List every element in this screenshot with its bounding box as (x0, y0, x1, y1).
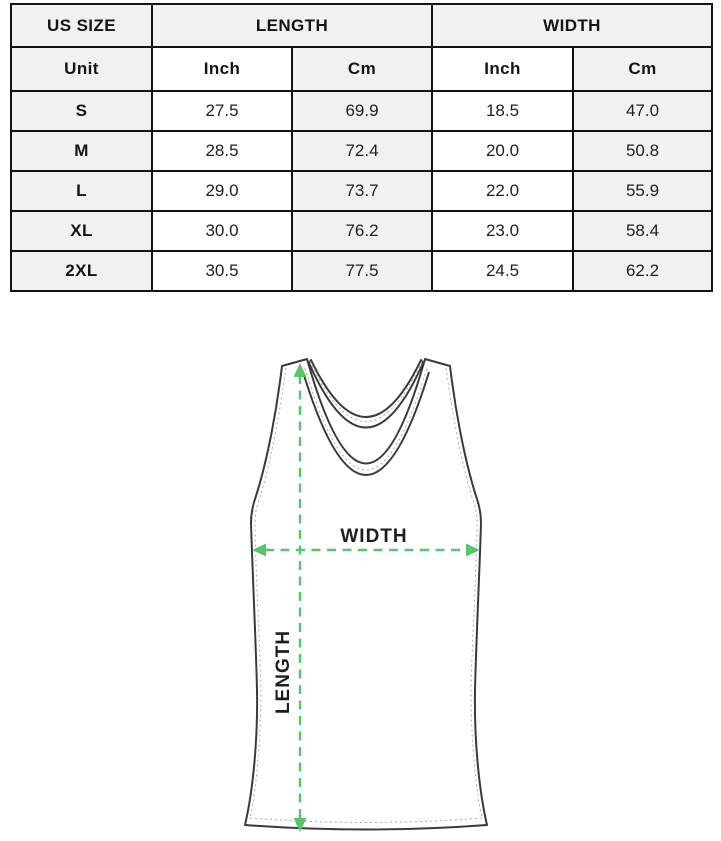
header-width: WIDTH (432, 4, 712, 47)
width-inch-value: 22.0 (432, 171, 573, 211)
length-cm-value: 72.4 (292, 131, 432, 171)
length-inch-value: 30.0 (152, 211, 292, 251)
length-inch-value: 27.5 (152, 91, 292, 131)
width-cm-value: 50.8 (573, 131, 712, 171)
width-dimension-label: WIDTH (340, 526, 408, 547)
header-length: LENGTH (152, 4, 432, 47)
width-inch-value: 18.5 (432, 91, 573, 131)
tank-body-outline (245, 359, 487, 830)
table-unit-row (11, 47, 712, 91)
unit-width-cm: Cm (573, 47, 712, 91)
unit-label: Unit (11, 47, 152, 91)
header-us-size: US SIZE (11, 4, 152, 47)
size-chart-table (10, 3, 713, 292)
width-inch-value: 24.5 (432, 251, 573, 291)
table-row-xl (11, 211, 712, 251)
length-cm-value: 69.9 (292, 91, 432, 131)
table-header-row (11, 4, 712, 47)
length-dimension-label: LENGTH (273, 629, 294, 715)
unit-length-cm: Cm (292, 47, 432, 91)
unit-width-inch: Inch (432, 47, 573, 91)
table-row-2xl (11, 251, 712, 291)
width-cm-value: 62.2 (573, 251, 712, 291)
length-cm-value: 76.2 (292, 211, 432, 251)
width-cm-value: 55.9 (573, 171, 712, 211)
length-inch-value: 28.5 (152, 131, 292, 171)
tank-top-diagram (0, 335, 721, 841)
size-label: L (11, 171, 152, 211)
length-cm-value: 73.7 (292, 171, 432, 211)
table-row-m (11, 131, 712, 171)
width-inch-value: 23.0 (432, 211, 573, 251)
size-label: XL (11, 211, 152, 251)
length-inch-value: 30.5 (152, 251, 292, 291)
size-label: 2XL (11, 251, 152, 291)
unit-length-inch: Inch (152, 47, 292, 91)
table-row-l (11, 171, 712, 211)
width-inch-value: 20.0 (432, 131, 573, 171)
size-label: M (11, 131, 152, 171)
length-cm-value: 77.5 (292, 251, 432, 291)
length-inch-value: 29.0 (152, 171, 292, 211)
width-cm-value: 47.0 (573, 91, 712, 131)
width-cm-value: 58.4 (573, 211, 712, 251)
size-label: S (11, 91, 152, 131)
table-row-s (11, 91, 712, 131)
